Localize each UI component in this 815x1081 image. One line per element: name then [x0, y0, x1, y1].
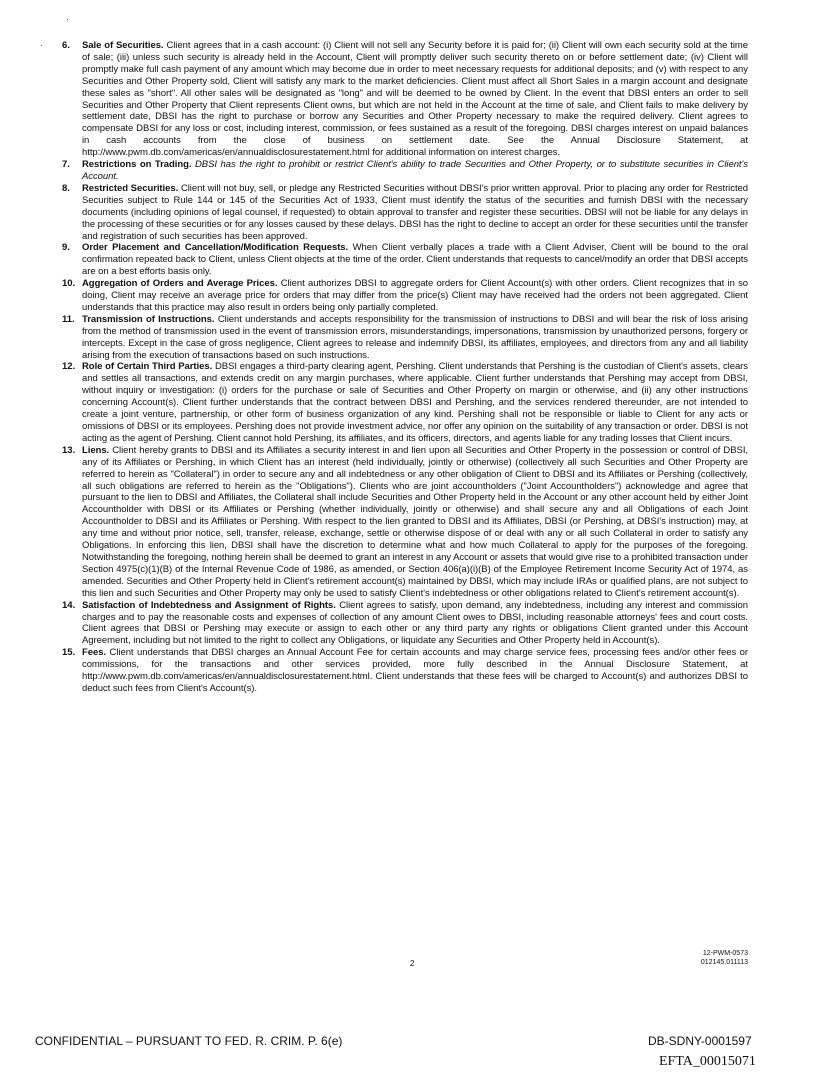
clause-heading: Restrictions on Trading.	[82, 159, 192, 171]
clause-body: Client understands that DBSI charges an Annual Account Fee for certain accounts and may charge service fees, processing fees and/or other fees or commissions, for the transactions and other services provided, more fully described in the Annual Disclosure Statement, at http://www.pwm.db.com/americas/en/annualdisclosurestatement.html. Client understands that these fees will be charged to Account(s) and authorizes DBSI to deduct such fees from Client's Account(s).	[82, 647, 748, 694]
clause-heading: Restricted Securities.	[82, 182, 179, 194]
agreement-clauses	[62, 40, 748, 695]
clause-body: Client authorizes DBSI to aggregate orders for Client Account(s) with other orders. Client recognizes that in so doing, Client may receive an average price for orders that may differ from the price(s) Client may have received had the orders not been aggregated. Client understands that this practice may also result in orders being only partially completed.	[82, 278, 749, 313]
clause-13	[62, 445, 748, 600]
clause-heading: Satisfaction of Indebtedness and Assignment of Rights.	[82, 599, 336, 611]
clause-number: 13.	[62, 444, 76, 456]
clause-15	[62, 647, 748, 695]
scan-speck: ·	[40, 40, 43, 50]
clause-body: DBSI engages a third-party clearing agent, Pershing. Client understands that Pershing is the custodian of Client's assets, clears and settles all transactions, and extends credit on any margin purchases, where applicable. Client further understands that Pershing may accept from DBSI, without inquiry or investigation: (i) orders for the purchase or sale of Securities and Other Property on margin or otherwise, and (ii) any other instructions concerning Account(s). Client further understands that the contract between DBSI and Pershing, and the services rendered thereunder, are not intended to create a joint venture, partnership, or other form of business organization of any kind. Pershing shall not be responsible or liable to Client for any acts or omissions of DBSI or its employees. Pershing does not provide investment advice, nor offer any opinion on the suitability of any transaction or order. DBSI is not acting as the agent of Pershing. Client cannot hold Pershing, its affiliates, and its officers, directors, and agents liable for any trading losses that Client incurs.	[82, 361, 748, 444]
clause-14	[62, 600, 748, 648]
scan-speck: ·	[66, 14, 69, 24]
clause-9	[62, 242, 748, 278]
document-code-line: 12-PWM-0573	[702, 950, 748, 957]
clause-body: Client agrees to satisfy, upon demand, any indebtedness, including any interest and commission charges and to pay the reasonable costs and expenses of collection of any amount Client owes to DBSI, including reasonable attorneys' fees and court costs. Client agrees that DBSI or Pershing may execute or assign to each other or any third party any rights or obligations Client granted under this Account Agreement, including but not limited to the right to collect any Obligations, or liquidate any Securities and Other Property held in Account(s).	[82, 599, 748, 647]
clause-text	[82, 314, 748, 362]
clause-number: 6.	[62, 40, 70, 51]
clause-text	[82, 159, 748, 183]
clause-heading: Transmission of Instructions.	[82, 313, 215, 325]
clause-heading: Liens.	[82, 444, 110, 456]
clause-text	[82, 242, 748, 278]
clause-number: 8.	[62, 182, 70, 194]
clause-number: 14.	[62, 599, 76, 611]
clause-11	[62, 314, 748, 362]
document-code	[680, 950, 748, 967]
clause-10	[62, 278, 748, 314]
efta-number: EFTA_00015071	[659, 1054, 756, 1069]
clause-heading: Order Placement and Cancellation/Modification Requests.	[82, 242, 349, 254]
clause-body: Client agrees that in a cash account: (i) Client will not sell any Security before it is paid for; (ii) Client will own each security sold at the time of sale; (iii) unless such security is already held in the Account, Client will promptly deliver such security thereto on or before settlement date; (iv) Client will promptly make full cash payment of any amount which may become due in order to meet necessary requests for additional deposits; and (v) with respect to any Securities and Other Property sold, Client will satisfy any mark to the market deficiencies. Client must affect all Short Sales in a margin account and designate these sales as "short". All other sales will be designated as "long" and will be deemed to be owned by Client. In the event that DBSI enters an order to sell Securities and Other Property that Client represents Client owns, but which are not held in the Account at the time of sale, and Client fails to make delivery by settlement date, DBSI has the right to purchase or borrow any Securities and Other Property necessary to make the required delivery. Client agrees to compensate DBSI for any loss or cost, including interest, commission, or fees sustained as a result of the foregoing. DBSI charges interest on unpaid balances in cash accounts from the close of business on settlement date. See the Annual Disclosure Statement, at http://www.pwm.db.com/americas/en/annualdisclosurestatement.html for additional information on interest charges.	[82, 40, 749, 159]
clause-heading: Fees.	[82, 647, 107, 659]
clause-number: 11.	[62, 313, 75, 325]
clause-number: 7.	[62, 159, 70, 171]
clause-text	[82, 361, 748, 444]
clause-text	[82, 445, 748, 600]
clause-6	[62, 40, 748, 159]
clause-7	[62, 159, 748, 183]
clause-body: When Client verbally places a trade with a Client Adviser, Client will be bound to the oral confirmation repeated back to Client, unless Client objects at the time of the order. Client understands that requests to cancel/modify an order that DBSI accepts are on a best efforts basis only.	[82, 242, 748, 278]
clause-body: Client will not buy, sell, or pledge any Restricted Securities without DBSI's prior written approval. Prior to placing any order for Restricted Securities subject to Rule 144 or 145 of the Securities Act of 1933, Client must identify the status of the securities and furnish DBSI with the necessary documents (including opinions of legal counsel, if requested) to obtain approval to transfer and register these securities. DBSI will not be liable for any delays in the processing of these securities or for any losses caused by these delays. DBSI has the right to decline to accept an order for these securities until the transfer and registration of such securities has been approved.	[82, 182, 749, 242]
document-code-line: 012145.011113	[700, 958, 748, 966]
clause-12	[62, 361, 748, 444]
clause-8	[62, 183, 748, 243]
clause-text	[82, 647, 748, 695]
clause-text	[82, 183, 748, 243]
clause-body: Client hereby grants to DBSI and its Affiliates a security interest in and lien upon all Securities and Other Property in the possession or control of DBSI, any of its Affiliates or Pershing, in which Client has an interest (held individually, jointly or otherwise) (collectively all such Securities and Other Property are referred to herein as "Collateral") in order to secure any and all indebtedness or any other obligation of Client to DBSI and its Affiliates or Pershing (collectively, all such obligations are referred to herein as the "Obligations"). Clients who are joint accountholders ("Joint Accountholders") acknowledge and agree that pursuant to the lien to DBSI and Affiliates, the Collateral shall include Securities and Other Property held in the Account or any other account held by either Joint Accountholder with DBSI or its Affiliates or Pershing (whether individually, jointly or otherwise) and shall secure any and all Obligations of each Joint Accountholder to DBSI and its Affiliates or Pershing. With respect to the lien granted to DBSI and its Affiliates, DBSI (or Pershing, at DBSI's instruction) may, at any time and without prior notice, sell, transfer, release, exchange, settle or otherwise dispose of or deal with any or all such Collateral in order to satisfy any Obligations. In enforcing this lien, DBSI shall have the discretion to determine what and how much Collateral to apply for the purposes of the foregoing. Notwithstanding the foregoing, nothing herein shall be deemed to grant an interest in any Account or assets that would give rise to a prohibited transaction under Section 4975(c)(1)(B) of the Internal Revenue Code of 1986, as amended, or Section 406(a)(i)(B) of the Employee Retirement Income Security Act of 1974, as amended. Securities and Other Property held in Client's retirement account(s) maintained by DBSI, which may include IRAs or qualified plans, are not subject to this lien and such Securities and Other Property may only be used to satisfy Client's indebtedness or other obligations related to Client's retirement account(s).	[82, 444, 748, 599]
clause-number: 12.	[62, 361, 76, 373]
clause-text	[82, 40, 748, 159]
clause-text	[82, 278, 748, 314]
confidentiality-notice: CONFIDENTIAL – PURSUANT TO FED. R. CRIM. P. 6(e)	[35, 1034, 343, 1048]
clause-number: 10.	[62, 278, 76, 290]
page-number: 2	[410, 959, 415, 968]
clause-heading: Aggregation of Orders and Average Prices.	[82, 278, 278, 290]
clause-text	[82, 600, 748, 648]
clause-body: DBSI has the right to prohibit or restrict Client's ability to trade Securities and Other Property, or to substitute securities in Client's Account.	[82, 159, 748, 182]
clause-body: Client understands and accepts responsibility for the transmission of instructions to DBSI and will bear the risk of loss arising from the method of transmission used in the event of transmission errors, misunderstandings, impersonations, transmission by unauthorized persons, forgery or intercepts. Except in the case of gross negligence, Client agrees to release and indemnify DBSI, its affiliates, employees, and directors from any and all liability arising from the execution of transactions based on such instructions.	[82, 313, 748, 361]
clause-number: 15.	[62, 647, 76, 659]
clause-number: 9.	[62, 242, 70, 254]
clause-heading: Role of Certain Third Parties.	[82, 361, 213, 373]
bates-number: DB-SDNY-0001597	[648, 1034, 752, 1048]
clause-heading: Sale of Securities.	[82, 40, 164, 51]
